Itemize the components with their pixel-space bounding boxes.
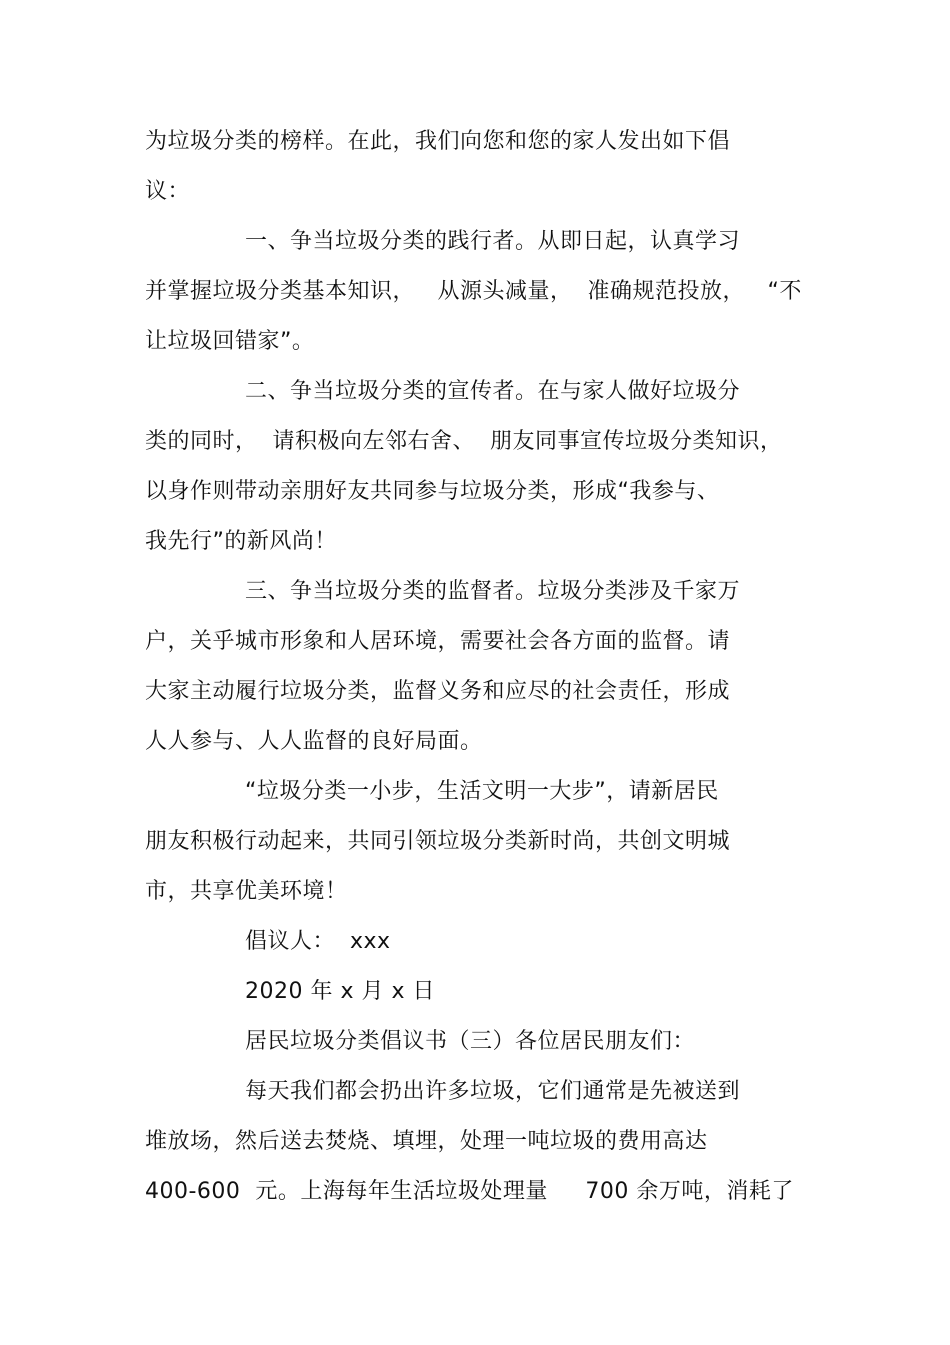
text-line: 市，共享优美环境！ xyxy=(145,879,348,904)
text-line: 人人参与、人人监督的良好局面。 xyxy=(145,729,483,754)
text-line: 二、争当垃圾分类的宣传者。在与家人做好垃圾分 xyxy=(245,379,741,404)
text-line: 400-600 元。上海每年生活垃圾处理量 700 余万吨，消耗了 xyxy=(145,1179,794,1204)
text-line: 每天我们都会扔出许多垃圾，它们通常是先被送到 xyxy=(245,1079,741,1104)
text-line: 堆放场，然后送去焚烧、填埋，处理一吨垃圾的费用高达 xyxy=(145,1129,708,1154)
text-line: 朋友积极行动起来，共同引领垃圾分类新时尚，共创文明城 xyxy=(145,829,731,854)
text-line: 并掌握垃圾分类基本知识， 从源头减量， 准确规范投放， “不 xyxy=(145,279,802,304)
text-line: 议： xyxy=(145,179,191,204)
section-heading: 居民垃圾分类倡议书（三）各位居民朋友们： xyxy=(245,1029,696,1054)
text-line: “垃圾分类一小步，生活文明一大步”，请新居民 xyxy=(245,779,719,804)
date-line: 2020 年 x 月 x 日 xyxy=(245,979,435,1004)
text-line: 我先行”的新风尚！ xyxy=(145,529,337,554)
signature-line: 倡议人： xxx xyxy=(245,929,391,954)
text-line: 让垃圾回错家”。 xyxy=(145,329,315,354)
text-line: 类的同时， 请积极向左邻右舍、 朋友同事宣传垃圾分类知识， xyxy=(145,429,783,454)
text-line: 为垃圾分类的榜样。在此，我们向您和您的家人发出如下倡 xyxy=(145,129,731,154)
text-line: 三、争当垃圾分类的监督者。垃圾分类涉及千家万 xyxy=(245,579,741,604)
text-line: 以身作则带动亲朋好友共同参与垃圾分类，形成“我参与、 xyxy=(145,479,720,504)
text-line: 大家主动履行垃圾分类，监督义务和应尽的社会责任，形成 xyxy=(145,679,731,704)
text-line: 一、争当垃圾分类的践行者。从即日起，认真学习 xyxy=(245,229,741,254)
text-line: 户，关乎城市形象和人居环境，需要社会各方面的监督。请 xyxy=(145,629,731,654)
